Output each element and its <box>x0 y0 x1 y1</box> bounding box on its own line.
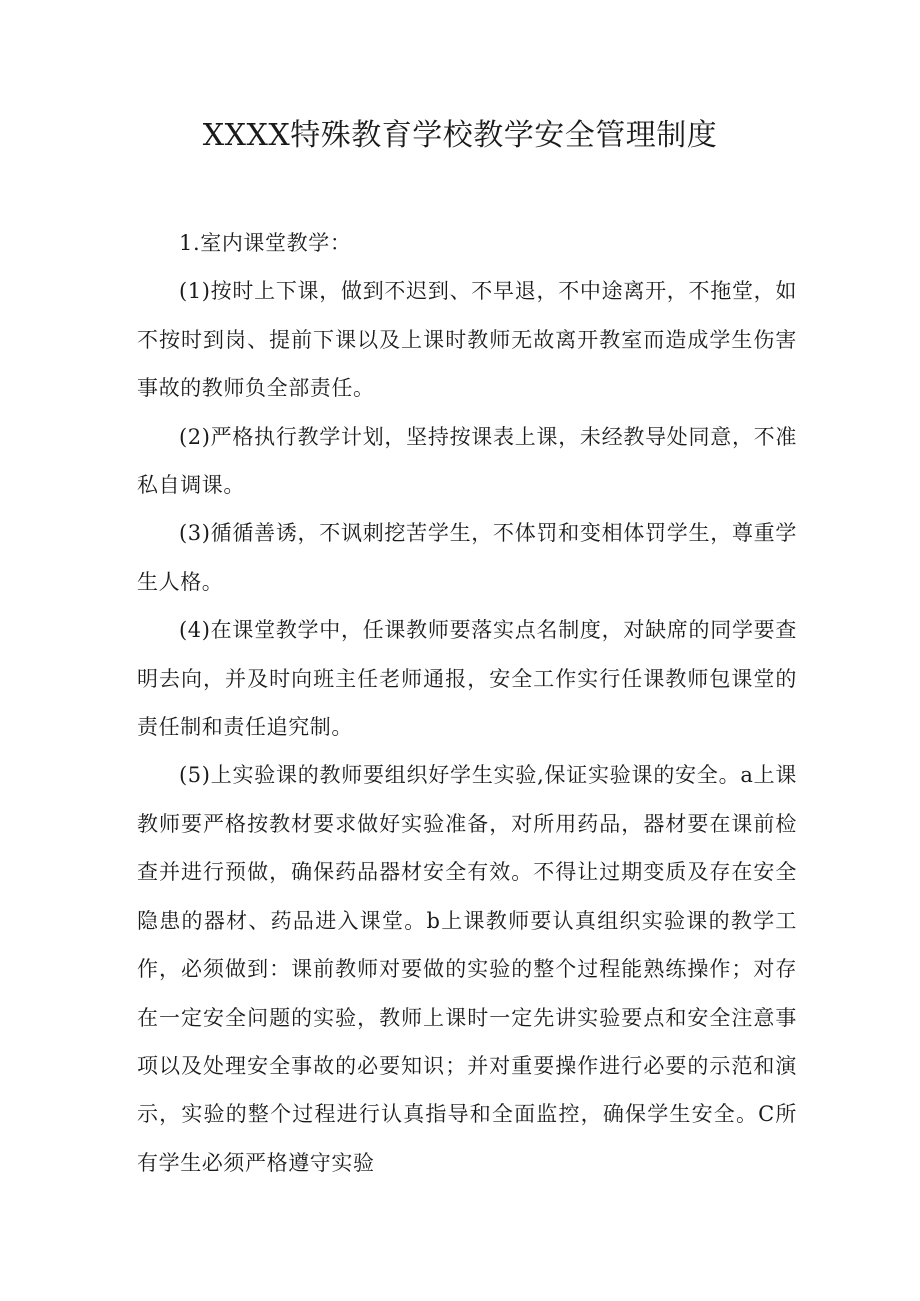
section-heading: 1.室内课堂教学： <box>179 231 352 255</box>
document-body <box>137 219 797 1187</box>
paragraph-item-2: (2)严格执行教学计划，坚持按课表上课，未经教导处同意，不准私自调课。 <box>137 424 797 498</box>
paragraph-item-3: (3)循循善诱，不讽刺挖苦学生，不体罚和变相体罚学生，尊重学生人格。 <box>137 521 797 594</box>
paragraph-item-4: (4)在课堂教学中，任课教师要落实点名制度，对缺席的同学要查明去向，并及时向班主任老师通报，安全工作实行任课教师包课堂的责任制和责任追究制。 <box>137 618 797 740</box>
document-title: XXXX特殊教育学校教学安全管理制度 <box>202 118 718 153</box>
paragraph-item-1: (1)按时上下课，做到不迟到、不早退，不中途离开，不拖堂，如不按时到岗、提前下课以及上课时教师无故离开教室而造成学生伤害事故的教师负全部责任。 <box>137 279 797 401</box>
paragraph-item-5: (5)上实验课的教师要组织好学生实验,保证实验课的安全。a上课教师要严格按教材要求做好实验准备，对所用药品，器材要在课前检查并进行预做，确保药品器材安全有效。不得让过期变质及存在安全隐患的器材、药品进入课堂。b上课教师要认真组织实验课的教学工作，必须做到：课前教师对要做的实验的整个过程能熟练操作；对存在一定安全问题的实验，教师上课时一定先讲实验要点和安全注意事项以及处理安全事故的必要知识；并对重要操作进行必要的示范和演示，实验的整个过程进行认真指导和全面监控，确保学生安全。C所有学生必须严格遵守实验 <box>137 763 797 1175</box>
